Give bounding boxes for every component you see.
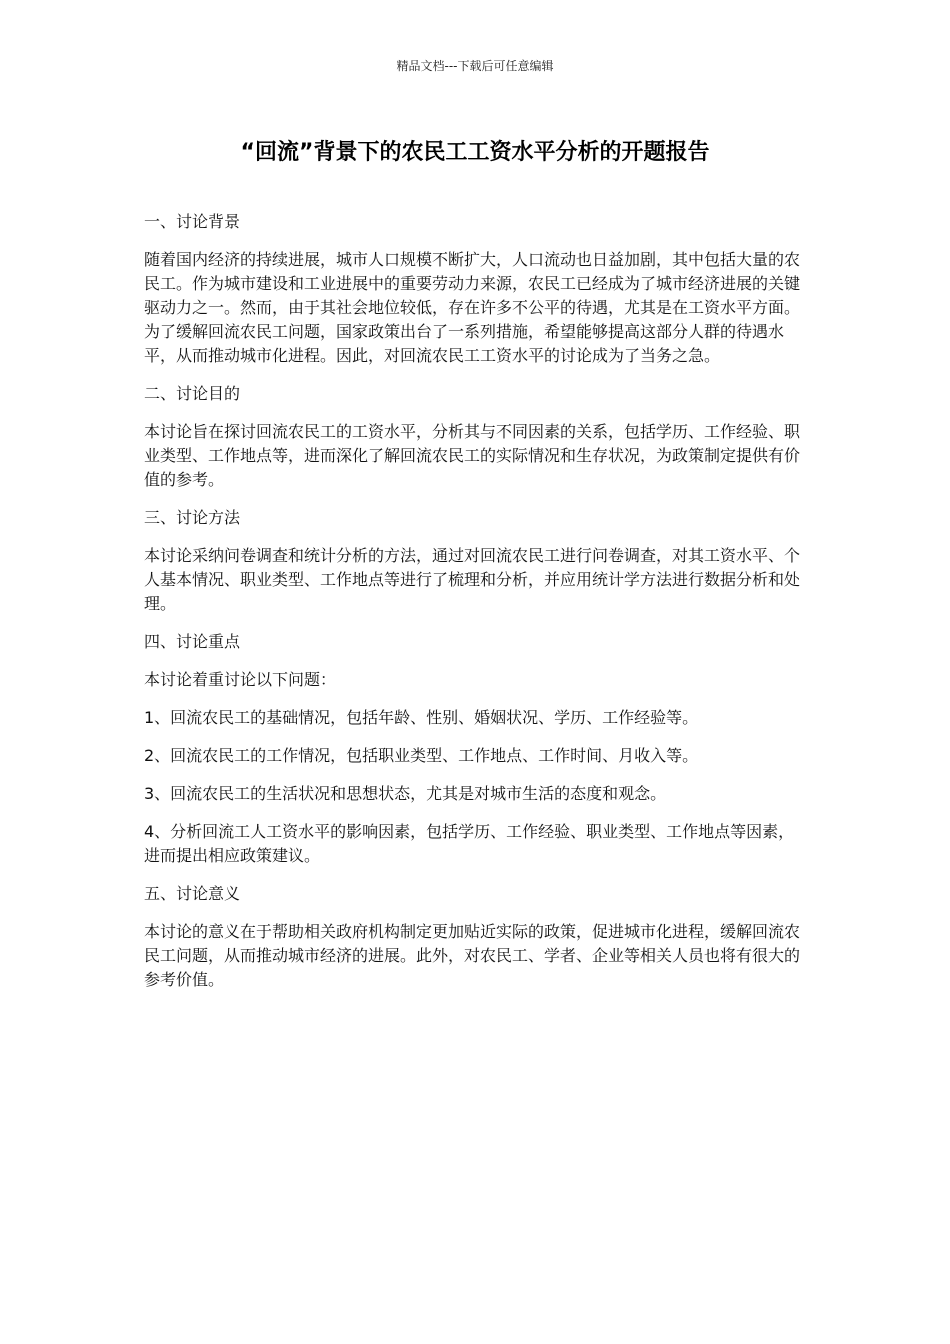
section-focus — [144, 630, 808, 868]
section-purpose — [144, 382, 808, 492]
section-background — [144, 210, 808, 368]
section-heading: 四、讨论重点 — [144, 632, 241, 651]
document-body — [144, 210, 808, 1006]
section-paragraph: 本讨论的意义在于帮助相关政府机构制定更加贴近实际的政策，促进城市化进程，缓解回流农民工问题，从而推动城市经济的进展。此外，对农民工、学者、企业等相关人员也将有很大的参考价值。 — [144, 922, 801, 989]
header-note: 精品文档---下载后可任意编辑 — [396, 59, 554, 73]
list-item: 1、回流农民工的基础情况，包括年龄、性别、婚姻状况、学历、工作经验等。 — [144, 708, 699, 727]
section-heading: 三、讨论方法 — [144, 508, 241, 527]
list-item: 3、回流农民工的生活状况和思想状态，尤其是对城市生活的态度和观念。 — [144, 784, 667, 803]
document-title: “回流”背景下的农民工工资水平分析的开题报告 — [240, 140, 710, 165]
section-method — [144, 506, 808, 616]
section-significance — [144, 882, 808, 992]
list-item: 2、回流农民工的工作情况，包括职业类型、工作地点、工作时间、月收入等。 — [144, 746, 699, 765]
list-item: 4、分析回流工人工资水平的影响因素，包括学历、工作经验、职业类型、工作地点等因素，进而提出相应政策建议。 — [144, 822, 795, 865]
section-paragraph: 本讨论旨在探讨回流农民工的工资水平，分析其与不同因素的关系，包括学历、工作经验、职业类型、工作地点等，进而深化了解回流农民工的实际情况和生存状况，为政策制定提供有价值的参考。 — [144, 422, 801, 489]
section-heading: 二、讨论目的 — [144, 384, 241, 403]
section-paragraph: 本讨论采纳问卷调查和统计分析的方法，通过对回流农民工进行问卷调查，对其工资水平、个人基本情况、职业类型、工作地点等进行了梳理和分析，并应用统计学方法进行数据分析和处理。 — [144, 546, 801, 613]
section-heading: 五、讨论意义 — [144, 884, 241, 903]
section-heading: 一、讨论背景 — [144, 212, 241, 231]
section-paragraph: 随着国内经济的持续进展，城市人口规模不断扩大，人口流动也日益加剧，其中包括大量的农民工。作为城市建设和工业进展中的重要劳动力来源，农民工已经成为了城市经济进展的关键驱动力之一。然而，由于其社会地位较低，存在许多不公平的待遇，尤其是在工资水平方面。为了缓解回流农民工问题，国家政策出台了一系列措施，希望能够提高这部分人群的待遇水平，从而推动城市化进程。因此，对回流农民工工资水平的讨论成为了当务之急。 — [144, 250, 801, 365]
section-intro: 本讨论着重讨论以下问题： — [144, 670, 337, 689]
